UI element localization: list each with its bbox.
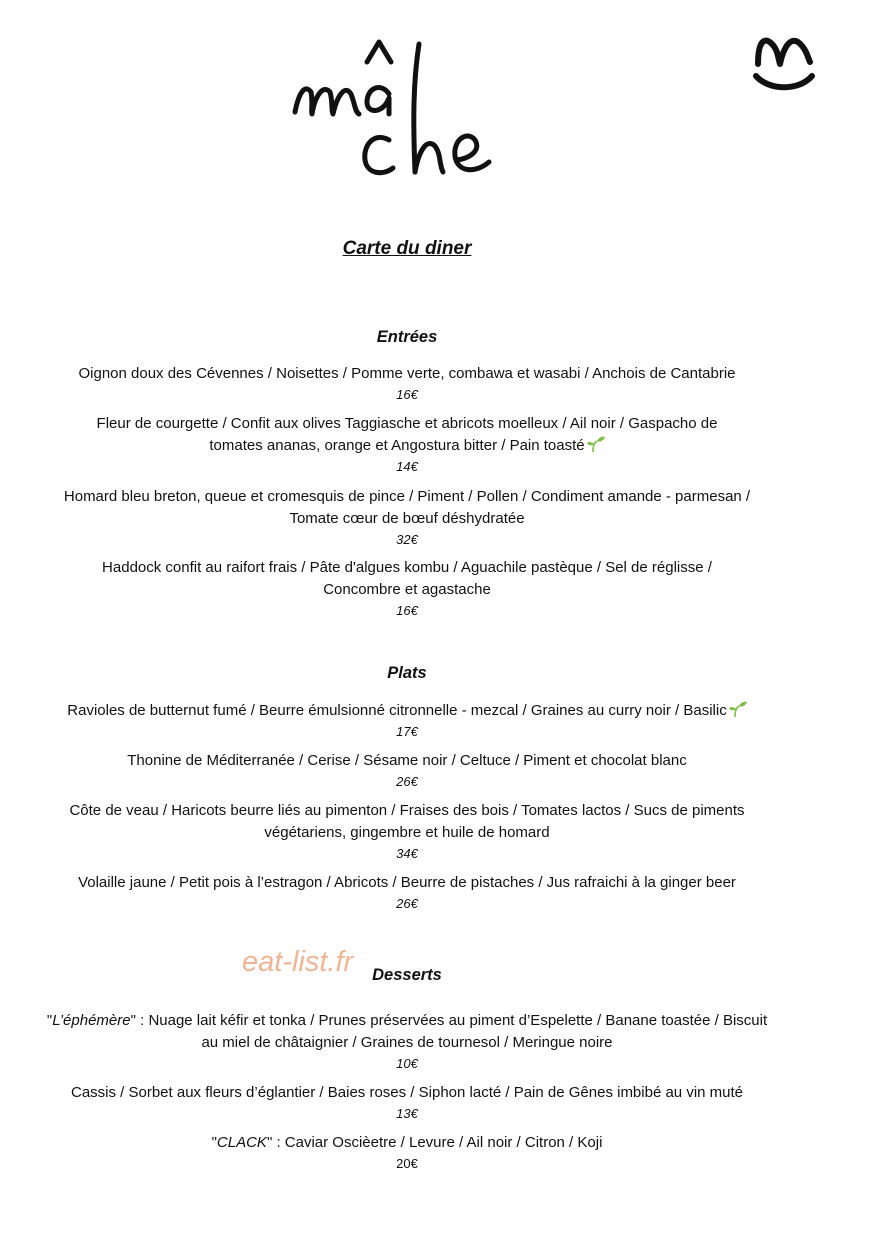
item-description: Volaille jaune / Petit pois à l’estragon / Abricots / Beurre de pistaches / Jus rafraichi à la ginger beer [78,874,736,891]
item-price: 34€ [396,846,418,861]
sprout-icon [729,701,747,717]
section-title-plats: Plats [387,664,427,682]
menu-item [0,700,814,742]
menu-item [0,557,814,621]
item-description-line1: Fleur de courgette / Confit aux olives Taggiasche et abricots moelleux / Ail noir / Gaspacho de [96,415,718,432]
item-description-line2: végétariens, gingembre et huile de homard [264,824,550,841]
sprout-icon [587,436,605,452]
menu-item [0,486,814,550]
item-price: 16€ [396,387,418,402]
item-price: 10€ [396,1056,418,1071]
menu-item [0,1010,814,1074]
dessert-name: CLACK [216,1134,267,1151]
item-description: Cassis / Sorbet aux fleurs d’églantier / Baies roses / Siphon lacté / Pain de Gênes imbibé au vin muté [70,1084,744,1101]
item-price: 16€ [396,603,418,618]
item-price: 26€ [396,774,418,789]
menu-item [0,363,814,405]
item-description-line1: Haddock confit au raifort frais / Pâte d'algues kombu / Aguachile pastèque / Sel de réglisse / [102,559,712,576]
smile-m-logo [750,32,818,96]
item-description: Oignon doux des Cévennes / Noisettes / Pomme verte, combawa et wasabi / Anchois de Cantabrie [78,365,736,382]
close-quote: " [130,1012,136,1029]
item-description-line1: Côte de veau / Haricots beurre liés au pimenton / Fraises des bois / Tomates lactos / Sucs de piments [69,802,745,819]
item-description-line2: Concombre et agastache [323,581,491,598]
menu-item [0,1082,814,1124]
item-description-line1: : Nuage lait kéfir et tonka / Prunes préservées au piment d’Espelette / Banane toastée / Biscuit [135,1012,768,1029]
item-description: : Caviar Oscièetre / Levure / Ail noir / Citron / Koji [272,1134,603,1151]
open-quote: " [211,1134,217,1151]
watermark: eat-list.fr [242,946,354,978]
item-price: 20€ [396,1156,418,1171]
menu-item [0,750,814,792]
item-price: 14€ [396,459,418,474]
open-quote: " [46,1012,53,1029]
item-description: Thonine de Méditerranée / Cerise / Sésame noir / Celtuce / Piment et chocolat blanc [127,752,687,769]
item-description-line2: au miel de châtaignier / Graines de tournesol / Meringue noire [201,1034,613,1051]
menu-item [0,872,814,914]
item-price: 32€ [396,532,418,547]
item-description-line2: Tomate cœur de bœuf déshydratée [289,510,525,527]
section-title-desserts: Desserts [372,966,442,984]
mache-logo [285,22,515,182]
close-quote: " [266,1134,273,1151]
item-price: 26€ [396,896,418,911]
item-description: Ravioles de butternut fumé / Beurre émulsionné citronnelle - mezcal / Graines au curry noir / Basilic [67,702,727,719]
menu-item [0,1132,814,1174]
menu-item [0,413,814,477]
menu-title: Carte du diner [342,238,472,259]
section-title-entrees: Entrées [376,328,438,346]
item-price: 13€ [396,1106,418,1121]
item-description-line1: Homard bleu breton, queue et cromesquis de pince / Piment / Pollen / Condiment amande - parmesan / [63,488,751,505]
dessert-name: L’éphémère [52,1012,131,1029]
item-price: 17€ [396,724,418,739]
menu-item [0,800,814,864]
item-description-line2: tomates ananas, orange et Angostura bitter / Pain toasté [209,437,585,454]
